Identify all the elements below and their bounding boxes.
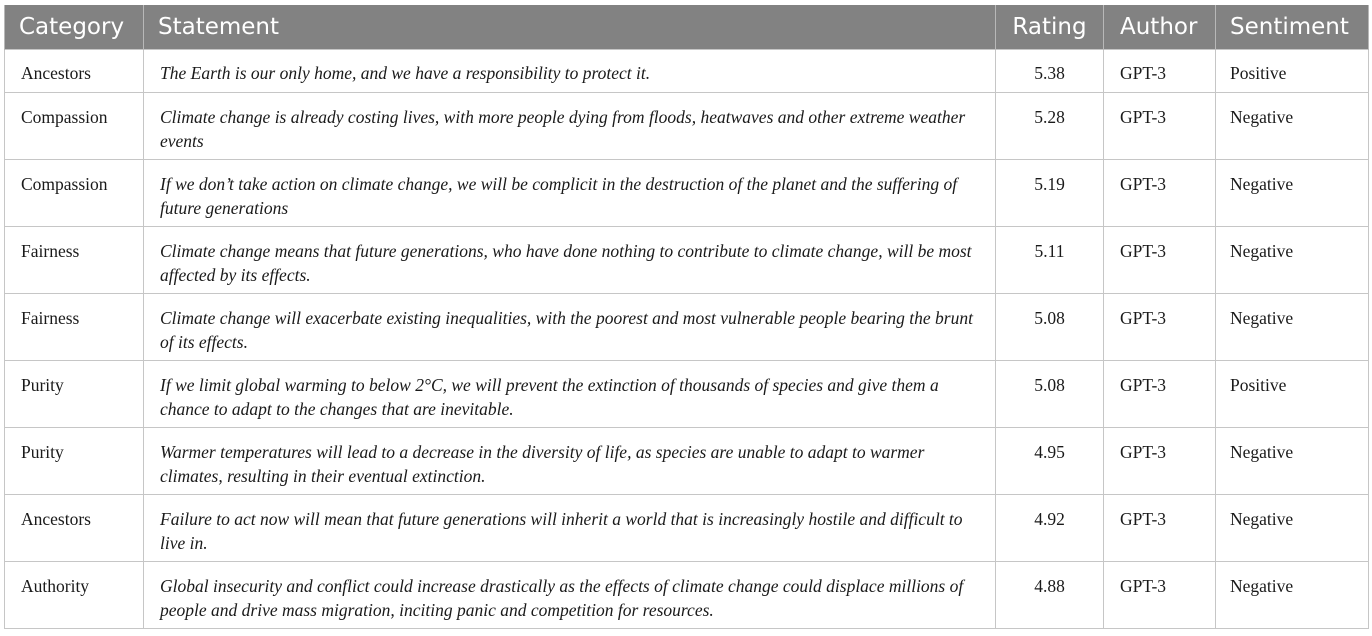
sentiment-cell: Negative: [1216, 294, 1369, 361]
sentiment-cell: Negative: [1216, 428, 1369, 495]
table-row: [5, 562, 1369, 629]
table-row: [5, 227, 1369, 294]
rating-cell: 5.19: [996, 160, 1104, 227]
table-row: [5, 428, 1369, 495]
rating-cell: 4.92: [996, 495, 1104, 562]
author-cell: GPT-3: [1104, 361, 1216, 428]
table-row: [5, 495, 1369, 562]
statement-cell: Climate change will exacerbate existing inequalities, with the poorest and most vulnerable people bearing the brunt of its effects.: [144, 294, 996, 361]
sentiment-cell: Positive: [1216, 50, 1369, 93]
sentiment-cell: Negative: [1216, 160, 1369, 227]
author-cell: GPT-3: [1104, 93, 1216, 160]
author-cell: GPT-3: [1104, 50, 1216, 93]
category-cell: Authority: [5, 562, 144, 629]
sentiment-cell: Negative: [1216, 562, 1369, 629]
statement-cell: Failure to act now will mean that future generations will inherit a world that is increasingly hostile and difficult to live in.: [144, 495, 996, 562]
rating-cell: 5.28: [996, 93, 1104, 160]
author-cell: GPT-3: [1104, 495, 1216, 562]
category-cell: Fairness: [5, 227, 144, 294]
category-cell: Purity: [5, 361, 144, 428]
sentiment-cell: Negative: [1216, 93, 1369, 160]
category-cell: Compassion: [5, 160, 144, 227]
statement-cell: Climate change is already costing lives, with more people dying from floods, heatwaves and other extreme weather events: [144, 93, 996, 160]
statement-cell: Warmer temperatures will lead to a decrease in the diversity of life, as species are unable to adapt to warmer climates, resulting in their eventual extinction.: [144, 428, 996, 495]
author-cell: GPT-3: [1104, 227, 1216, 294]
rating-cell: 4.95: [996, 428, 1104, 495]
header-row: [5, 5, 1369, 50]
category-cell: Ancestors: [5, 50, 144, 93]
header-statement: Statement: [144, 5, 996, 50]
rating-cell: 5.38: [996, 50, 1104, 93]
statement-cell: If we don’t take action on climate change, we will be complicit in the destruction of the planet and the suffering of future generations: [144, 160, 996, 227]
header-category: Category: [5, 5, 144, 50]
header-sentiment: Sentiment: [1216, 5, 1369, 50]
table-header: [5, 5, 1369, 50]
sentiment-cell: Positive: [1216, 361, 1369, 428]
table-row: [5, 50, 1369, 93]
category-cell: Ancestors: [5, 495, 144, 562]
table-row: [5, 93, 1369, 160]
author-cell: GPT-3: [1104, 562, 1216, 629]
statement-cell: Global insecurity and conflict could increase drastically as the effects of climate change could displace millions of people and drive mass migration, inciting panic and competition for resources.: [144, 562, 996, 629]
sentiment-cell: Negative: [1216, 495, 1369, 562]
table-body: [5, 50, 1369, 629]
header-rating: Rating: [996, 5, 1104, 50]
author-cell: GPT-3: [1104, 428, 1216, 495]
category-cell: Fairness: [5, 294, 144, 361]
category-cell: Purity: [5, 428, 144, 495]
table-row: [5, 160, 1369, 227]
statement-cell: If we limit global warming to below 2°C, we will prevent the extinction of thousands of species and give them a chance to adapt to the changes that are inevitable.: [144, 361, 996, 428]
author-cell: GPT-3: [1104, 160, 1216, 227]
statement-cell: The Earth is our only home, and we have a responsibility to protect it.: [144, 50, 996, 93]
statements-table: [4, 5, 1369, 629]
author-cell: GPT-3: [1104, 294, 1216, 361]
table-row: [5, 294, 1369, 361]
statements-table-container: [4, 5, 1368, 629]
header-author: Author: [1104, 5, 1216, 50]
rating-cell: 5.11: [996, 227, 1104, 294]
statement-cell: Climate change means that future generations, who have done nothing to contribute to climate change, will be most affected by its effects.: [144, 227, 996, 294]
rating-cell: 5.08: [996, 361, 1104, 428]
rating-cell: 4.88: [996, 562, 1104, 629]
rating-cell: 5.08: [996, 294, 1104, 361]
sentiment-cell: Negative: [1216, 227, 1369, 294]
category-cell: Compassion: [5, 93, 144, 160]
table-row: [5, 361, 1369, 428]
